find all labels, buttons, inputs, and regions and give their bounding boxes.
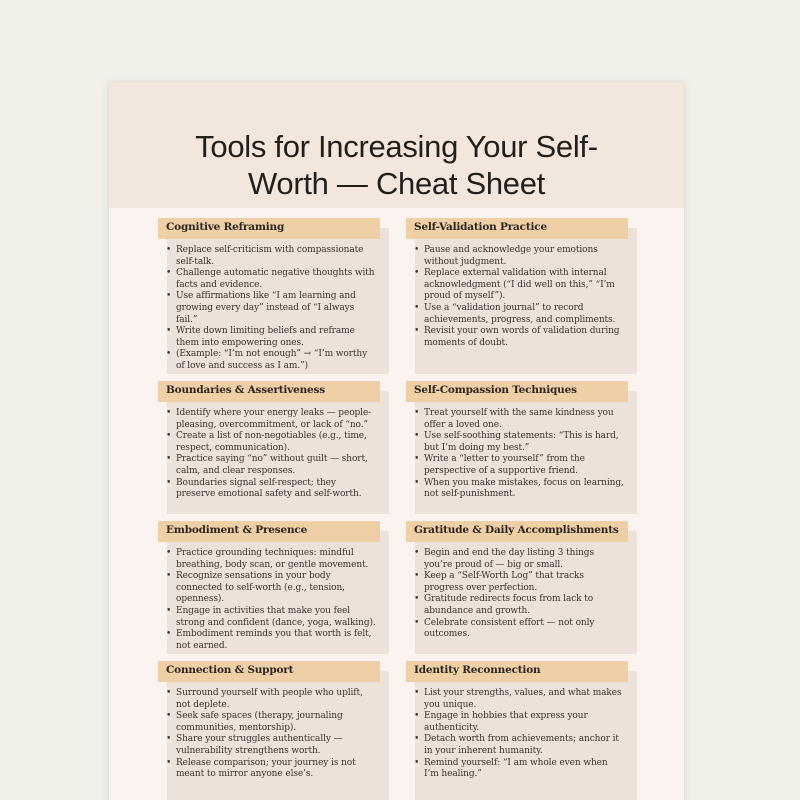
card-self-compassion (406, 381, 628, 514)
card-identity (406, 661, 628, 800)
list-item: • Write down limiting beliefs and reframe them into empowering ones. (166, 326, 376, 349)
list-item: • Write a “letter to yourself” from the perspective of a supportive friend. (414, 454, 624, 477)
card-boundaries (158, 381, 380, 514)
list-item: • Engage in hobbies that express your authenticity. (414, 711, 624, 734)
card-list (406, 682, 628, 781)
card-self-validation (406, 218, 628, 374)
list-item: • Use affirmations like “I am learning and growing every day” instead of “I always fail.” (166, 291, 376, 326)
list-item: • Gratitude redirects focus from lack to abundance and growth. (414, 594, 624, 617)
list-item: • Challenge automatic negative thoughts with facts and evidence. (166, 268, 376, 291)
list-item: • Create a list of non-negotiables (e.g., time, respect, communication). (166, 431, 376, 454)
cheat-sheet-page (109, 82, 684, 800)
list-item: • Detach worth from achievements; anchor it in your inherent humanity. (414, 734, 624, 757)
card-gratitude (406, 521, 628, 654)
card-list (406, 402, 628, 501)
list-item: • Practice grounding techniques: mindful breathing, body scan, or gentle movement. (166, 548, 376, 571)
list-item: • Celebrate consistent effort — not only outcomes. (414, 618, 624, 641)
card-connection (158, 661, 380, 800)
list-item: • Release comparison; your journey is not meant to mirror anyone else’s. (166, 758, 376, 781)
card-title: Gratitude & Daily Accomplishments (406, 521, 628, 542)
list-item: • Recognize sensations in your body connected to self-worth (e.g., tension, openness). (166, 571, 376, 606)
list-item: • Keep a “Self-Worth Log” that tracks progress over perfection. (414, 571, 624, 594)
card-list (406, 239, 628, 349)
list-item: • Remind yourself: “I am whole even when I’m healing.” (414, 758, 624, 781)
list-item: • Surround yourself with people who uplift, not deplete. (166, 688, 376, 711)
card-list (158, 239, 380, 373)
list-item: • Replace self-criticism with compassionate self-talk. (166, 245, 376, 268)
card-title: Self-Validation Practice (406, 218, 628, 239)
card-list (406, 542, 628, 641)
list-item: • Seek safe spaces (therapy, journaling communities, mentorship). (166, 711, 376, 734)
list-item: • When you make mistakes, focus on learning, not self-punishment. (414, 478, 624, 501)
list-item: • (Example: “I’m not enough” → “I’m worthy of love and success as I am.”) (166, 349, 376, 372)
list-item: • Embodiment reminds you that worth is felt, not earned. (166, 629, 376, 652)
card-title: Identity Reconnection (406, 661, 628, 682)
card-title: Embodiment & Presence (158, 521, 380, 542)
card-list (158, 542, 380, 652)
card-cognitive-reframing (158, 218, 380, 374)
list-item: • Identify where your energy leaks — people-pleasing, overcommitment, or lack of “no.” (166, 408, 376, 431)
card-list (158, 402, 380, 501)
page-title: Tools for Increasing Your Self-Worth — Cheat Sheet (195, 129, 598, 201)
list-item: • Begin and end the day listing 3 things you’re proud of — big or small. (414, 548, 624, 571)
list-item: • Practice saying “no” without guilt — short, calm, and clear responses. (166, 454, 376, 477)
list-item: • Use self-soothing statements: “This is hard, but I’m doing my best.” (414, 431, 624, 454)
list-item: • Use a “validation journal” to record achievements, progress, and compliments. (414, 303, 624, 326)
card-title: Cognitive Reframing (158, 218, 380, 239)
card-title: Connection & Support (158, 661, 380, 682)
list-item: • Revisit your own words of validation during moments of doubt. (414, 326, 624, 349)
list-item: • Share your struggles authentically — vulnerability strengthens worth. (166, 734, 376, 757)
list-item: • Engage in activities that make you feel strong and confident (dance, yoga, walking). (166, 606, 376, 629)
card-title: Boundaries & Assertiveness (158, 381, 380, 402)
list-item: • List your strengths, values, and what makes you unique. (414, 688, 624, 711)
header-band (109, 82, 684, 208)
list-item: • Pause and acknowledge your emotions without judgment. (414, 245, 624, 268)
card-embodiment (158, 521, 380, 654)
card-list (158, 682, 380, 781)
list-item: • Treat yourself with the same kindness you offer a loved one. (414, 408, 624, 431)
card-title: Self-Compassion Techniques (406, 381, 628, 402)
list-item: • Boundaries signal self-respect; they preserve emotional safety and self-worth. (166, 478, 376, 501)
list-item: • Replace external validation with internal acknowledgment (“I did well on this,” “I’m proud of myself”). (414, 268, 624, 303)
